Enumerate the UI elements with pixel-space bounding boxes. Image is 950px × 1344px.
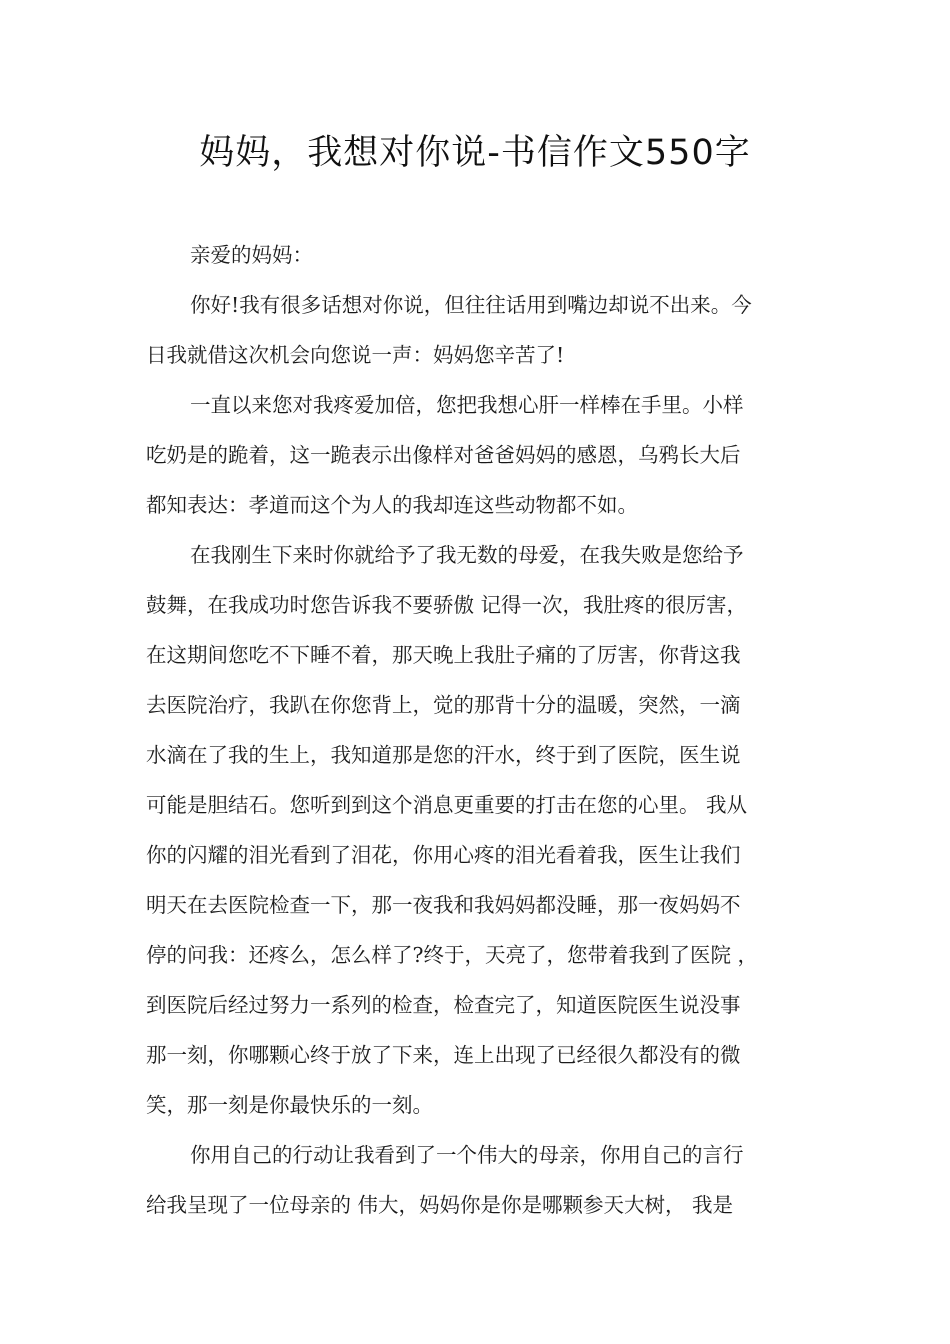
text-line: 在这期间您吃不下睡不着，那天晚上我肚子痛的了厉害，你背这我 (146, 643, 741, 667)
document-body (146, 230, 810, 1230)
text-line: 你的闪耀的泪光看到了泪花，你用心疼的泪光看着我，医生让我们 (146, 843, 741, 867)
text-line: 一直以来您对我疼爱加倍，您把我想心肝一样棒在手里。小样 (190, 393, 744, 417)
text-line: 吃奶是的跪着，这一跪表示出像样对爸爸妈妈的感恩，乌鸦长大后 (146, 443, 741, 467)
text-line: 去医院治疗，我趴在你您背上，觉的那背十分的温暖，突然，一滴 (146, 693, 741, 717)
text-line: 在我刚生下来时你就给予了我无数的母爱，在我失败是您给予 (190, 543, 744, 567)
paragraph-story (146, 530, 810, 1130)
text-line: 你用自己的行动让我看到了一个伟大的母亲，你用自己的言行 (190, 1143, 744, 1167)
text-line: 都知表达：孝道而这个为人的我却连这些动物都不如。 (146, 493, 638, 517)
text-line: 亲爱的妈妈： (190, 243, 313, 267)
text-line: 笑，那一刻是你最快乐的一刻。 (146, 1093, 433, 1117)
text-line: 可能是胆结石。您听到到这个消息更重要的打击在您的心里。 我从 (146, 793, 748, 817)
text-line: 日我就借这次机会向您说一声：妈妈您辛苦了! (146, 343, 565, 367)
paragraph-greeting (146, 280, 810, 380)
paragraph-gratitude (146, 380, 810, 530)
text-line: 给我呈现了一位母亲的 伟大，妈妈你是你是哪颗参天大树， 我是 (146, 1193, 734, 1217)
text-line: 鼓舞，在我成功时您告诉我不要骄傲 记得一次，我肚疼的很厉害， (146, 593, 748, 617)
text-line: 明天在去医院检查一下，那一夜我和我妈妈都没睡，那一夜妈妈不 (146, 893, 741, 917)
paragraph-closing (146, 1130, 810, 1230)
text-line: 停的问我：还疼么，怎么样了?终于，天亮了，您带着我到了医院 ， (146, 943, 759, 967)
text-line: 到医院后经过努力一系列的检查，检查完了，知道医院医生说没事 (146, 993, 741, 1017)
document-title: 妈妈，我想对你说-书信作文550字 (199, 133, 751, 173)
text-line: 你好!我有很多话想对你说，但往往话用到嘴边却说不出来。今 (190, 293, 752, 317)
paragraph-salutation (146, 230, 810, 280)
text-line: 那一刻，你哪颗心终于放了下来，连上出现了已经很久都没有的微 (146, 1043, 741, 1067)
text-line: 水滴在了我的生上，我知道那是您的汗水，终于到了医院，医生说 (146, 743, 741, 767)
